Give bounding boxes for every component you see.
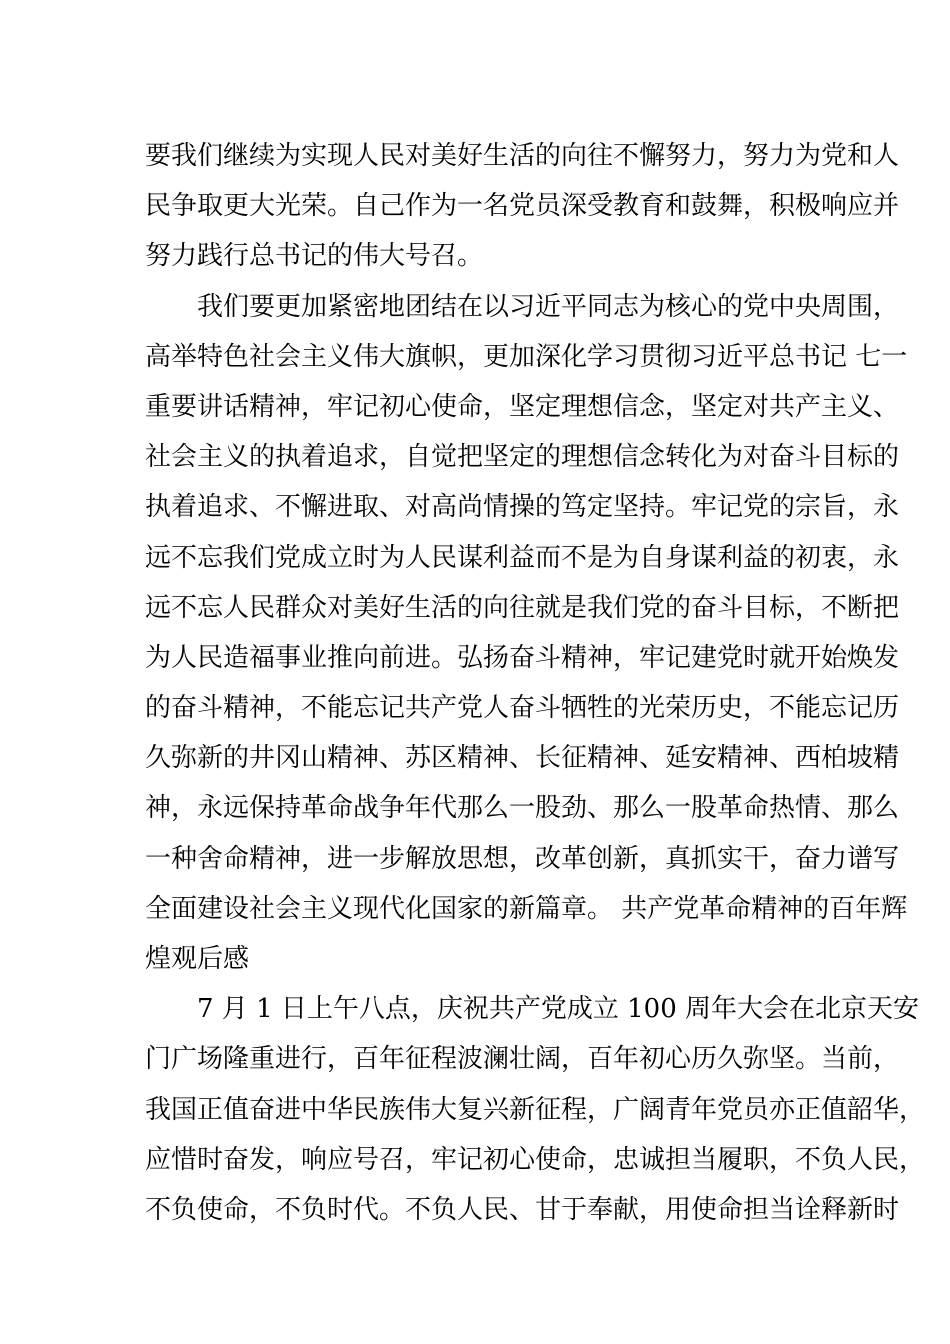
text-line: 我们要更加紧密地团结在以习近平同志为核心的党中央周围， — [197, 291, 900, 322]
text-line: 一种舍命精神，进一步解放思想，改革创新，真抓实干，奋力谱写 — [145, 843, 900, 874]
text-line: 的奋斗精神，不能忘记共产党人奋斗牺牲的光荣历史，不能忘记历 — [145, 693, 900, 724]
text-line: 为人民造福事业推向前进。弘扬奋斗精神，牢记建党时就开始焕发 — [145, 642, 900, 673]
text-line: 执着追求、不懈进取、对高尚情操的笃定坚持。牢记党的宗旨，永 — [145, 492, 900, 523]
text-line: 努力践行总书记的伟大号召。 — [145, 241, 484, 272]
text-line: 不负使命，不负时代。不负人民、甘于奉献，用使命担当诠释新时 — [145, 1194, 900, 1225]
text-line: 高举特色社会主义伟大旗帜，更加深化学习贯彻习近平总书记 七一 — [145, 341, 908, 372]
text-line: 应惜时奋发，响应号召，牢记初心使命，忠诚担当履职，不负人民， — [145, 1144, 926, 1175]
text-line: 民争取更大光荣。自己作为一名党员深受教育和鼓舞，积极响应并 — [145, 191, 900, 222]
text-line: 远不忘我们党成立时为人民谋利益而不是为自身谋利益的初衷，永 — [145, 542, 900, 573]
text-line: 重要讲话精神，牢记初心使命，坚定理想信念，坚定对共产主义、 — [145, 391, 900, 422]
text-line: 久弥新的井冈山精神、苏区精神、长征精神、延安精神、西柏坡精 — [145, 743, 900, 774]
text-line: 煌观后感 — [145, 944, 250, 974]
text-line: 神，永远保持革命战争年代那么一股劲、那么一股革命热情、那么 — [145, 793, 900, 824]
document-body — [145, 131, 926, 1235]
text-line: 社会主义的执着追求，自觉把坚定的理想信念转化为对奋斗目标的 — [145, 442, 900, 473]
text-line: 7 月 1 日上午八点，庆祝共产党成立 100 周年大会在北京天安 — [197, 994, 920, 1025]
text-line: 门广场隆重进行，百年征程波澜壮阔，百年初心历久弥坚。当前， — [145, 1044, 900, 1075]
text-line: 我国正值奋进中华民族伟大复兴新征程，广阔青年党员亦正值韶华， — [145, 1094, 926, 1125]
text-line: 全面建设社会主义现代化国家的新篇章。 共产党革命精神的百年辉 — [145, 893, 908, 924]
text-line: 要我们继续为实现人民对美好生活的向往不懈努力，努力为党和人 — [145, 141, 900, 171]
text-line: 远不忘人民群众对美好生活的向往就是我们党的奋斗目标，不断把 — [145, 592, 900, 623]
